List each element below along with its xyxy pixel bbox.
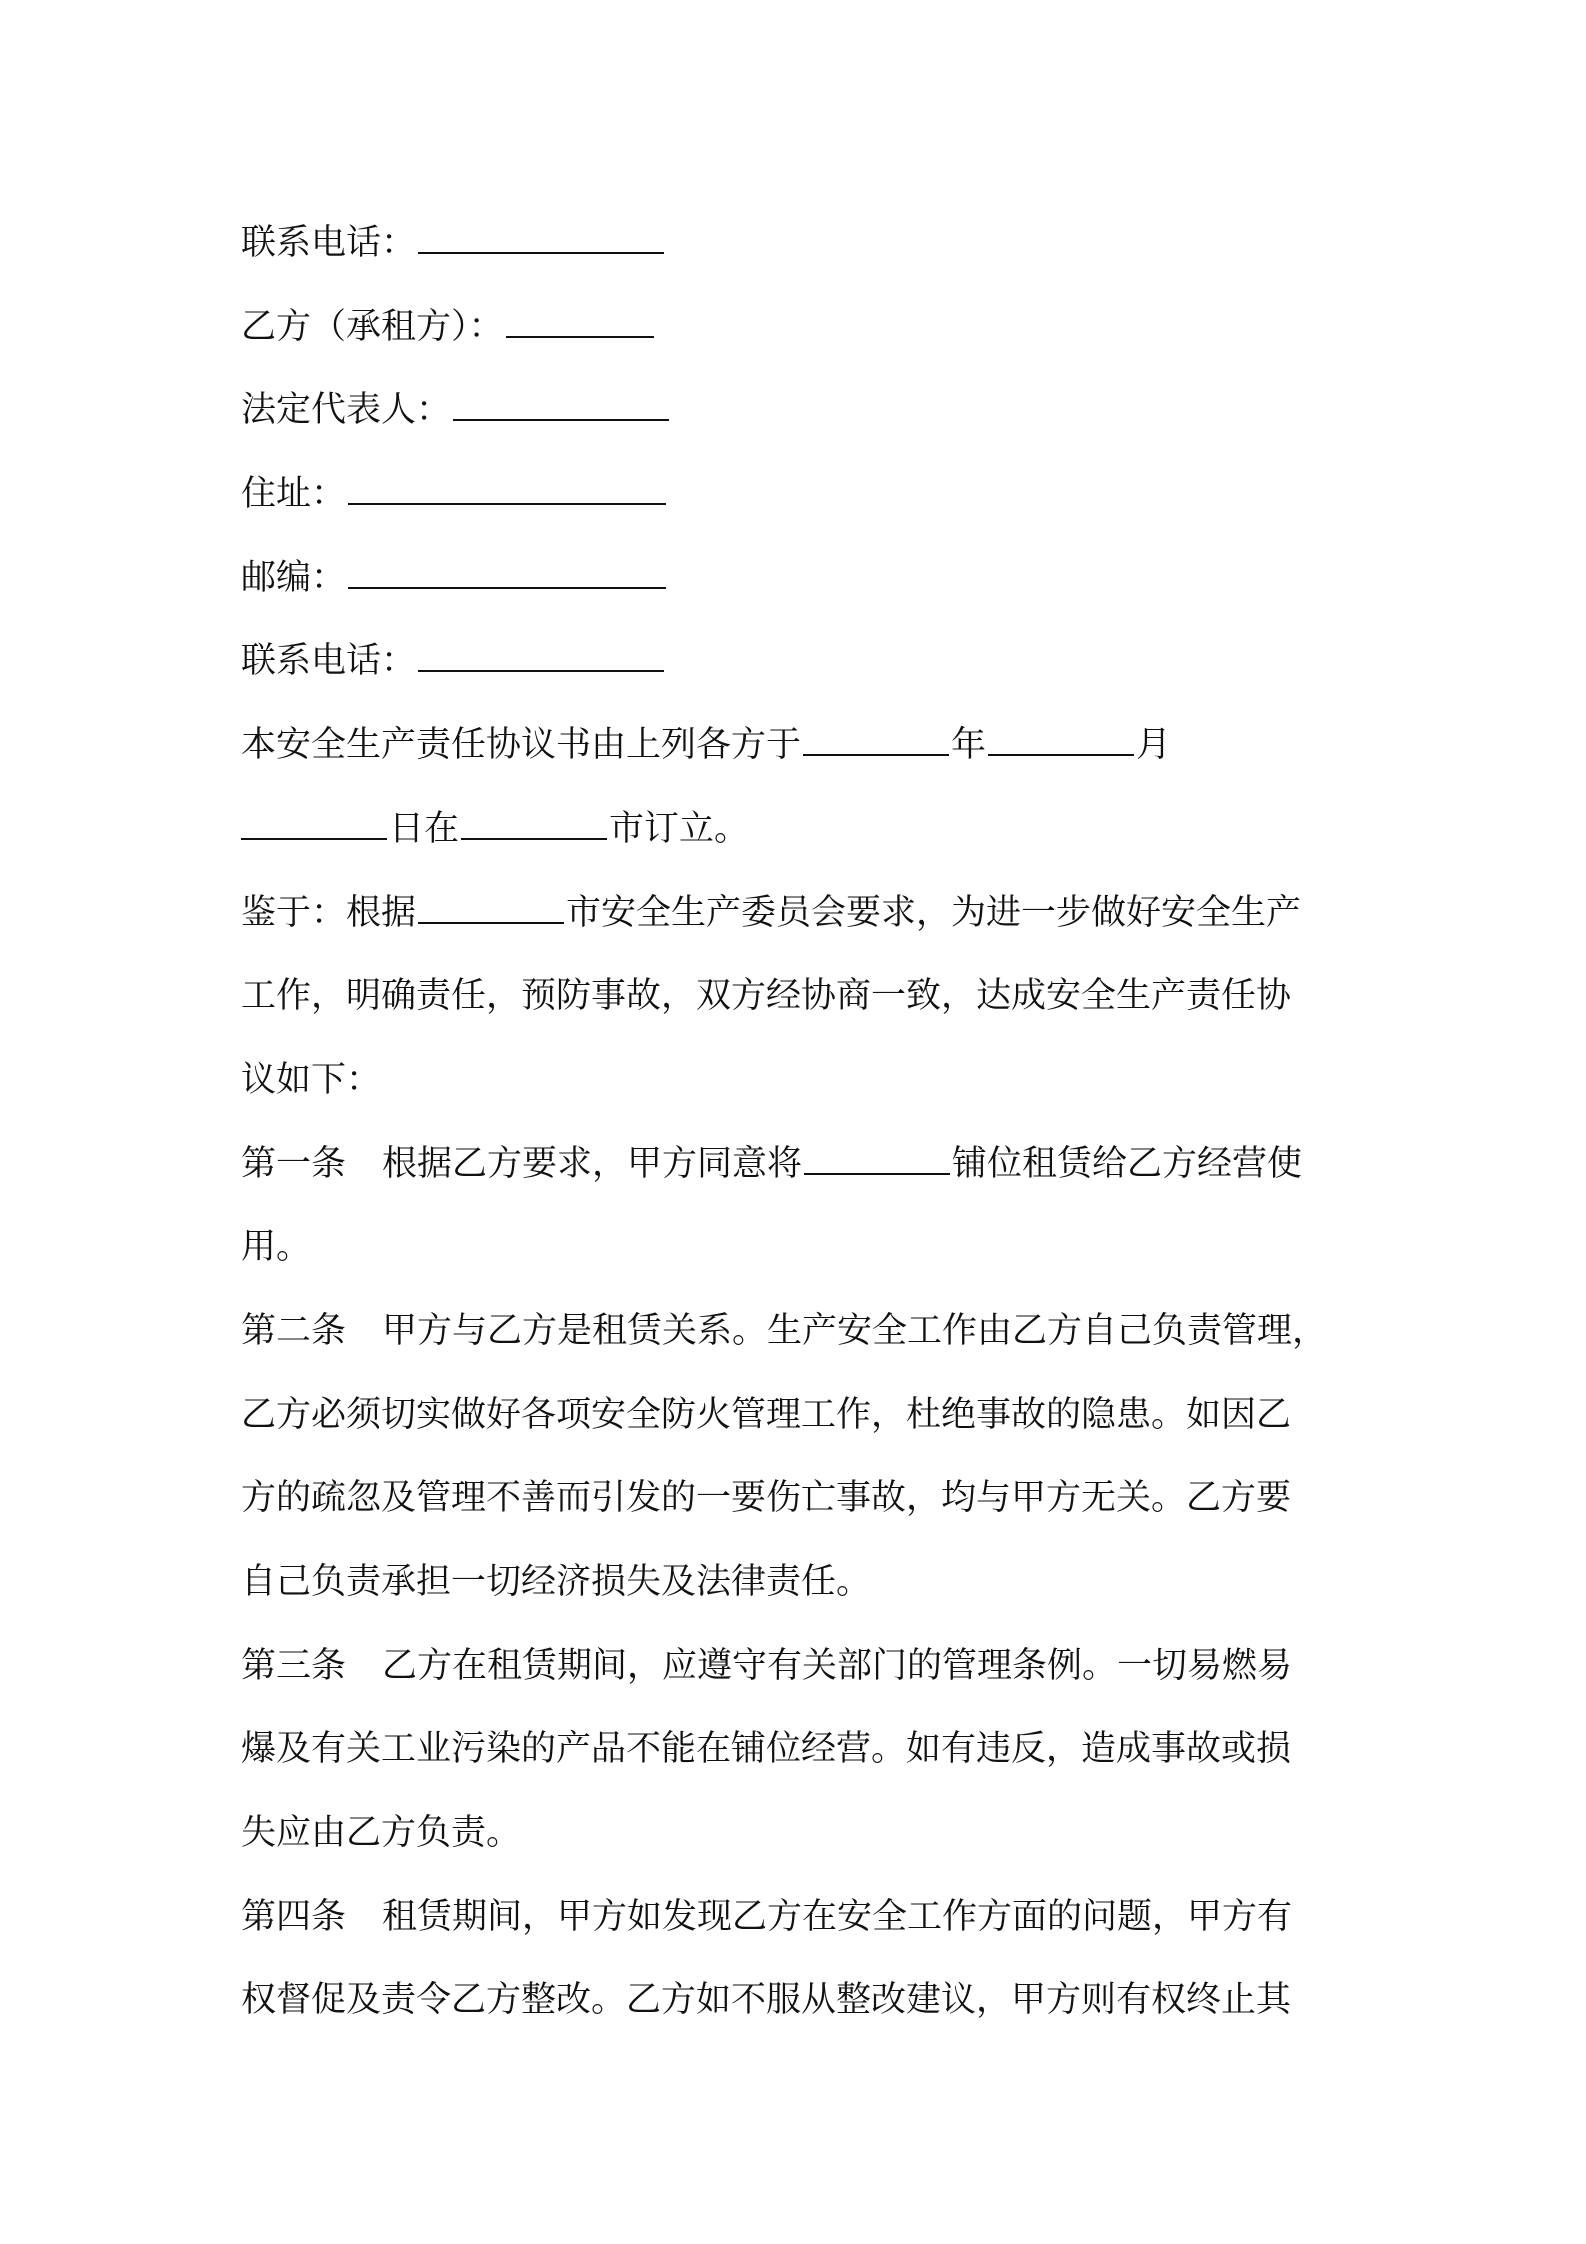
- document-body: [241, 202, 1371, 2043]
- article-3-number: 第三条: [241, 1645, 347, 1686]
- party-b-postcode-label: 邮编：: [241, 557, 347, 598]
- party-b-address-line: [241, 453, 1371, 537]
- article-4-line-2: [241, 1959, 1371, 2043]
- article-3-text: 失应由乙方负责。: [241, 1813, 522, 1854]
- year-label: 年: [951, 725, 987, 766]
- article-3-line-2: [241, 1708, 1371, 1792]
- intro-line-1: [241, 704, 1371, 788]
- article-2-text: 甲方与乙方是租赁关系。生产安全工作由乙方自己负责管理，: [382, 1310, 1328, 1351]
- party-b-postcode-blank[interactable]: [348, 549, 666, 589]
- article-2-text: 乙方必须切实做好各项安全防火管理工作，杜绝事故的隐患。如因乙: [241, 1394, 1292, 1435]
- month-blank[interactable]: [988, 716, 1134, 756]
- article-4-number: 第四条: [241, 1896, 347, 1937]
- recital-text: 议如下：: [241, 1059, 382, 1100]
- intro-line-2: [241, 788, 1371, 872]
- party-b-phone-blank[interactable]: [418, 632, 664, 672]
- party-b-name-blank[interactable]: [506, 298, 654, 338]
- article-2-line-3: [241, 1457, 1371, 1541]
- article-1-line-1: [241, 1123, 1371, 1207]
- party-b-postcode-line: [241, 537, 1371, 621]
- article-2-text: 自己负责承担一切经济损失及法律责任。: [241, 1562, 872, 1602]
- article-2-text: 方的疏忽及管理不善而引发的一要伤亡事故，均与甲方无关。乙方要: [241, 1478, 1292, 1519]
- month-label: 月: [1136, 725, 1172, 766]
- article-1-text: 根据乙方要求，甲方同意将: [382, 1143, 803, 1184]
- article-1-text: 用。: [241, 1227, 312, 1268]
- year-blank[interactable]: [803, 716, 949, 756]
- party-b-address-blank[interactable]: [348, 465, 666, 505]
- intro-text: 本安全生产责任协议书由上列各方于: [241, 725, 802, 766]
- party-b-rep-label: 法定代表人：: [241, 390, 452, 431]
- article-2-number: 第二条: [241, 1310, 347, 1351]
- article-4-text: 租赁期间，甲方如发现乙方在安全工作方面的问题，甲方有: [382, 1896, 1293, 1937]
- party-b-title-line: [241, 286, 1371, 370]
- recital-line-2: [241, 955, 1371, 1039]
- party-b-phone-label: 联系电话：: [241, 641, 417, 682]
- article-2-line-2: [241, 1374, 1371, 1458]
- article-1-number: 第一条: [241, 1143, 347, 1184]
- article-4-line-1: [241, 1876, 1371, 1960]
- recital-city-blank[interactable]: [418, 884, 564, 924]
- article-3-line-1: [241, 1625, 1371, 1709]
- article-1-line-2: [241, 1206, 1371, 1290]
- recital-line-3: [241, 1039, 1371, 1123]
- recital-text: 工作，明确责任，预防事故，双方经协商一致，达成安全生产责任协: [241, 976, 1292, 1017]
- party-b-title-label: 乙方（承租方）：: [241, 306, 504, 347]
- article-2-line-4: [241, 1541, 1371, 1625]
- party-b-address-label: 住址：: [241, 474, 347, 515]
- shop-blank[interactable]: [804, 1135, 950, 1175]
- recital-text: 市安全生产委员会要求，为进一步做好安全生产: [566, 892, 1302, 933]
- city-label: 市订立。: [609, 808, 750, 849]
- party-a-phone-blank[interactable]: [418, 214, 664, 254]
- article-2-line-1: [241, 1290, 1371, 1374]
- city-blank[interactable]: [461, 800, 607, 840]
- article-1-text: 铺位租赁给乙方经营使: [952, 1143, 1303, 1184]
- article-3-line-3: [241, 1792, 1371, 1876]
- day-label: 日在: [389, 808, 460, 849]
- article-4-text: 权督促及责令乙方整改。乙方如不服从整改建议，甲方则有权终止其: [241, 1980, 1292, 2021]
- recital-line-1: [241, 872, 1371, 956]
- recital-text: 鉴于：根据: [241, 892, 417, 933]
- party-a-phone-label: 联系电话：: [241, 223, 417, 263]
- day-blank[interactable]: [241, 800, 387, 840]
- party-b-rep-blank[interactable]: [453, 381, 669, 421]
- article-3-text: 爆及有关工业污染的产品不能在铺位经营。如有违反，造成事故或损: [241, 1729, 1292, 1770]
- party-b-rep-line: [241, 369, 1371, 453]
- article-3-text: 乙方在租赁期间，应遵守有关部门的管理条例。一切易燃易: [382, 1645, 1293, 1686]
- party-b-phone-line: [241, 620, 1371, 704]
- party-a-phone-line: [241, 202, 1371, 286]
